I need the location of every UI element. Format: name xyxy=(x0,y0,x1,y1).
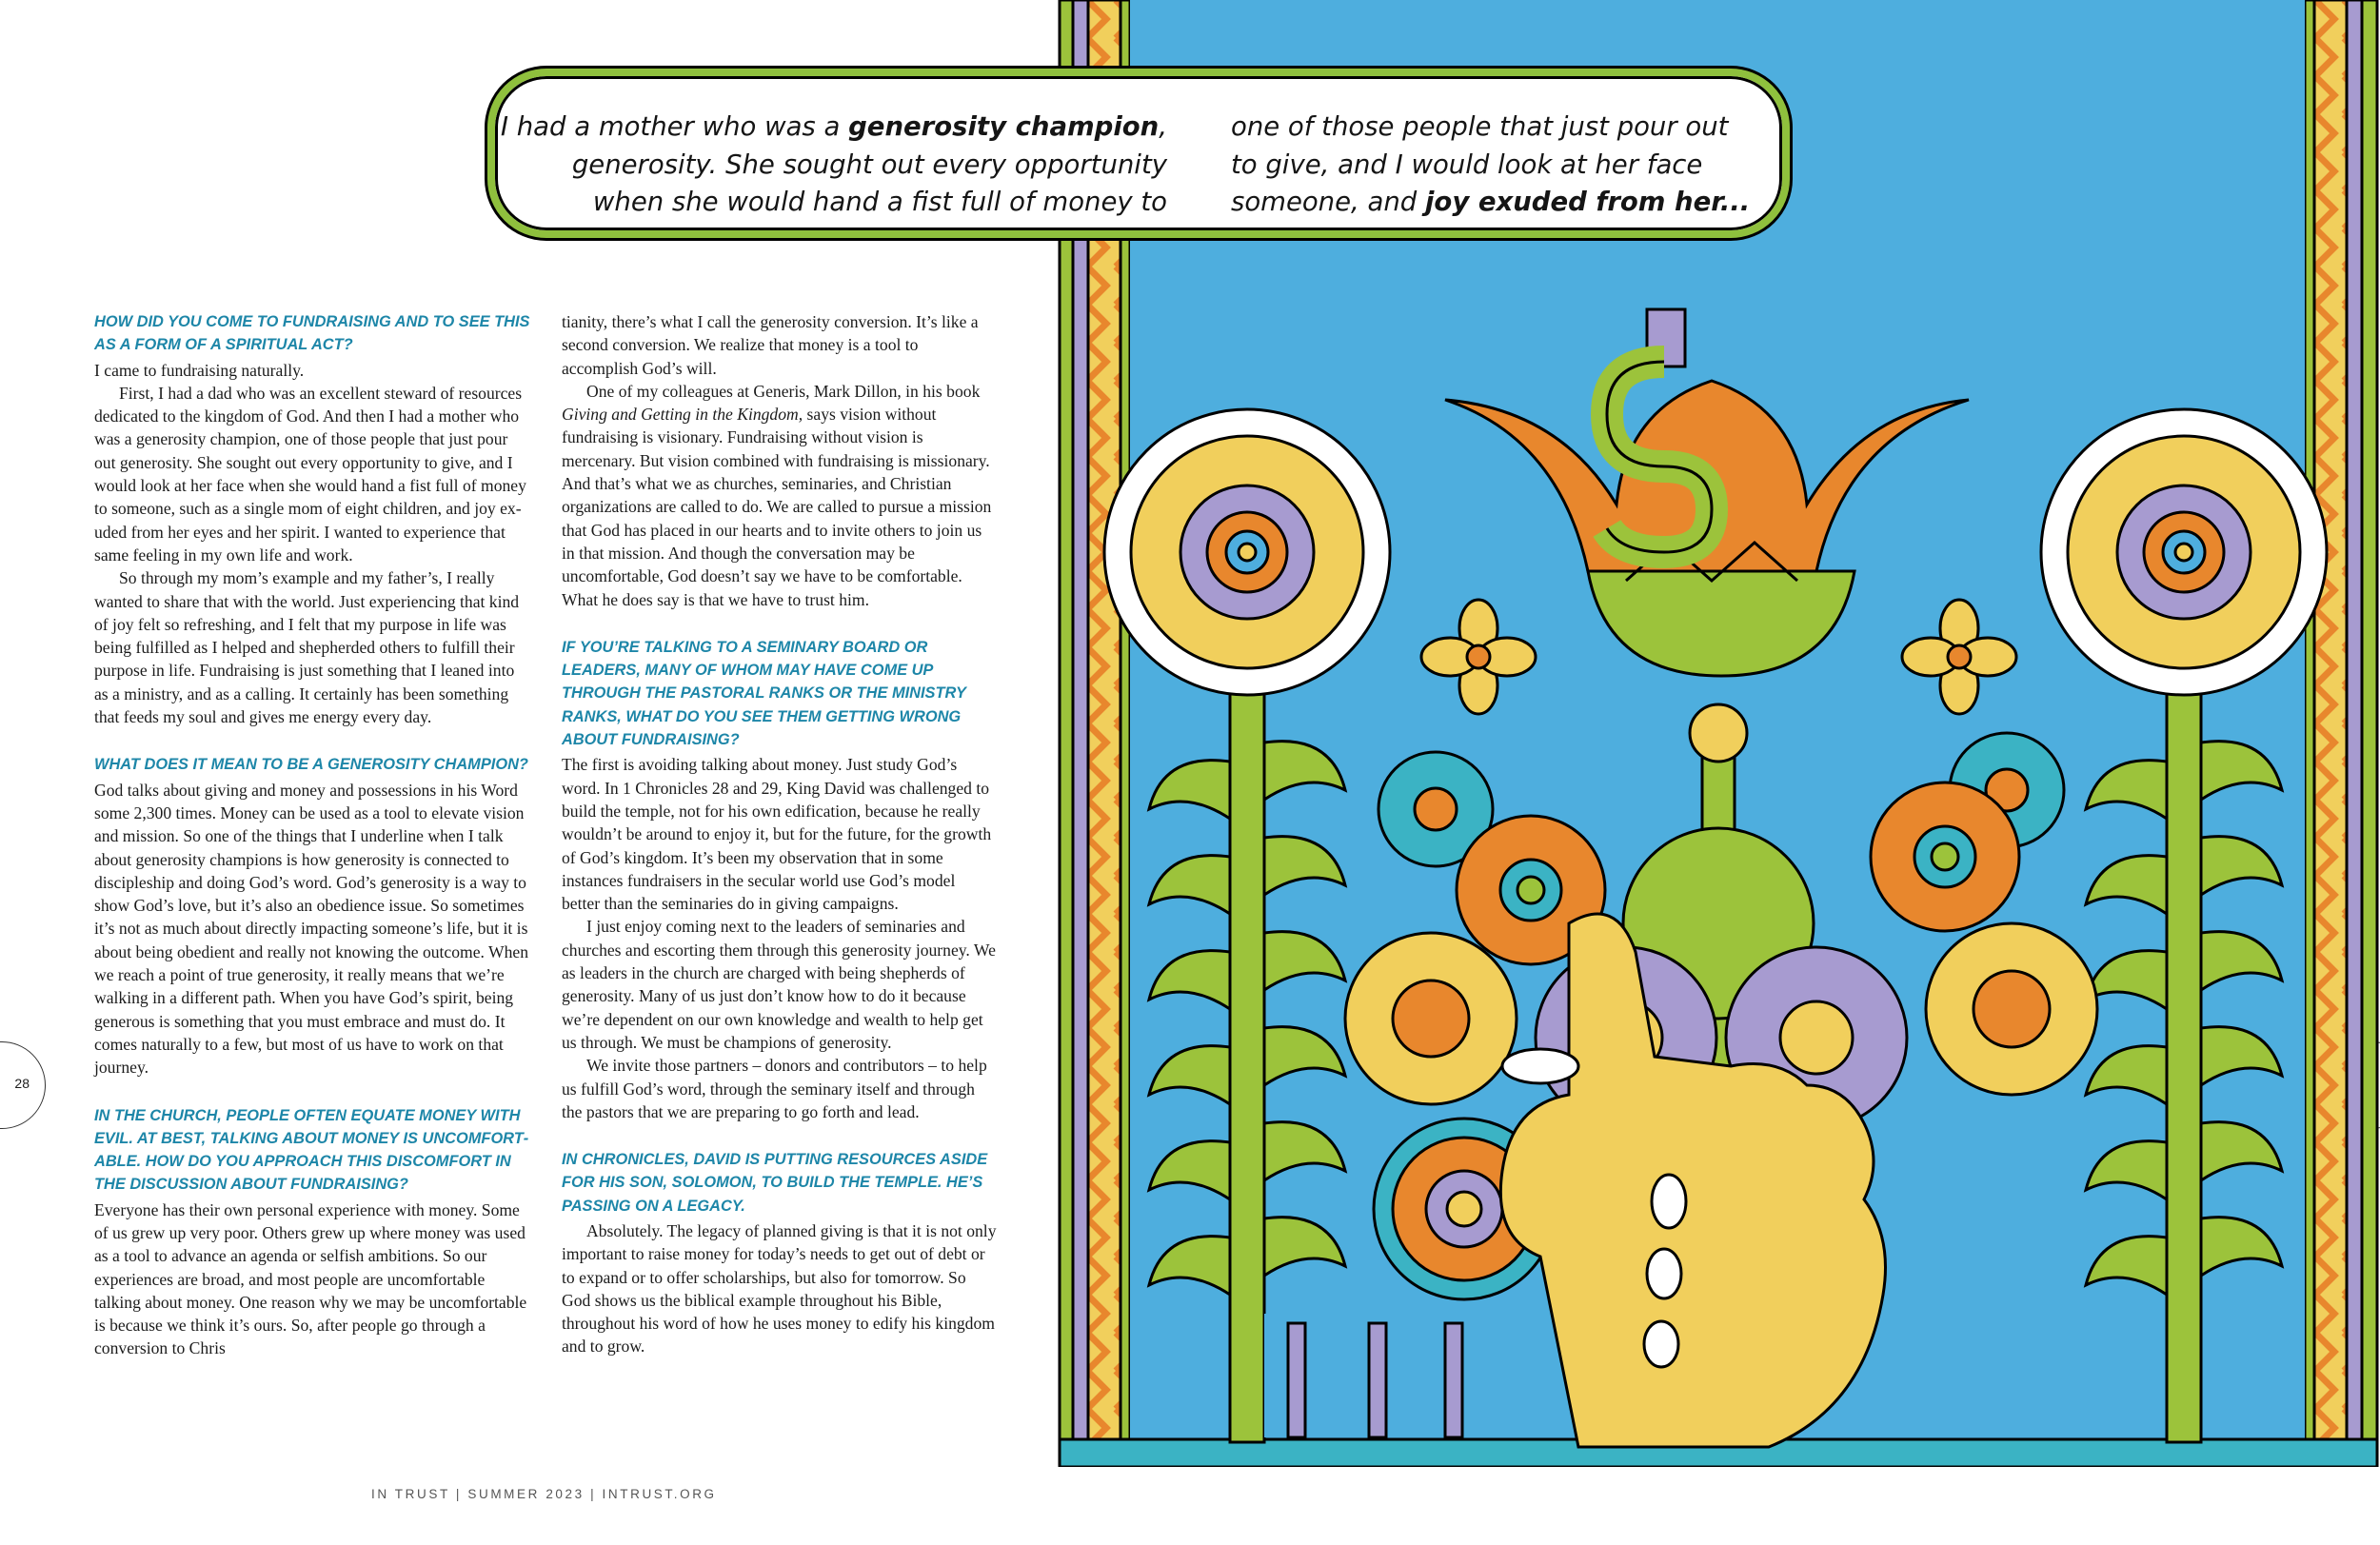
magazine-footer: IN TRUST | SUMMER 2023 | INTRUST.ORG xyxy=(371,1487,717,1501)
body-paragraph: The first is avoiding talking about money. Just study God’s word. In 1 Chronicles 28 and 29, King David was challenged to build the temple, not for his own edification, because he really wouldn’t be around to enjoy it, but for the future, for the growth of God’s kingdom. It’s been my observation that in some instances fundraisers in the secular world use God’s model better than the seminaries do in giving campaigns. xyxy=(562,755,992,914)
pull-quote-line: when she would hand a fist full of money to xyxy=(592,187,1167,217)
right-stem xyxy=(2167,666,2201,1442)
pull-quote-right-column xyxy=(1231,109,1750,222)
interview-question: WHAT DOES IT MEAN TO BE A GENEROSITY CHAMPION? xyxy=(94,756,528,774)
body-paragraph: First, I had a dad who was an excellent steward of resources dedicated to the kingdom of God. And then I had a mother who was a generosity champion, one of those people that just pour out generosity. She sought out every opportunity to give, and I would look at her face when she would hand a fist full of money to someone, such as a single mom of eight children, and joy exuded from her eyes and her spirit. I wanted to experience that same feeling in my own life and work. xyxy=(94,383,526,565)
body-paragraph: I came to fundraising naturally. xyxy=(94,360,305,380)
pull-quote-line: to give, and I would look at her face xyxy=(1231,149,1703,180)
interview-question: IF YOU’RE TALKING TO A SEMINARY BOARD OR LEADERS, MANY OF WHOM MAY HAVE COME UP THROUGH THE PASTORAL RANKS OR THE MINISTRY RANKS, WHAT DO YOU SEE THEM GETTING WRONG ABOUT FUNDRAISING? xyxy=(562,638,966,749)
pull-quote-line: I had a mother who was a generosity champion, xyxy=(500,111,1167,142)
border-stripe-right xyxy=(2362,0,2377,1467)
body-paragraph: I just enjoy coming next to the leaders of seminaries and churches and escorting them through this generosity journey. We as leaders in the church are charged with being shepherds of generosity. Many of us just don’t know how to do it because we’re dependent on our own knowledge and wealth to help get us through. We must be champions of generosity. xyxy=(562,917,996,1052)
body-paragraph: One of my colleagues at Generis, Mark Dillon, in his book Giving and Getting in the Kingdom, says vision without fundraising is visionary. Fundraising without vision is mercenary. But vision combined with fundraising is missionary. And that’s what we as churches, seminaries, and Christian organizations are called to do. We are called to pursue a mission that God has placed in our hearts and to invite others to join us in that mission. And though the conversation may be uncomfortable, God doesn’t say we have to be comfortable. What he does say is that we have to trust him. xyxy=(562,381,992,609)
interview-question: HOW DID YOU COME TO FUNDRAISING AND TO SEE THIS AS A FORM OF A SPIRITUAL ACT? xyxy=(94,313,530,354)
book-title: Giving and Getting in the Kingdom, xyxy=(562,405,803,425)
page-number-left-text: 28 xyxy=(14,1076,30,1091)
article-column-right xyxy=(562,310,997,1358)
body-paragraph: We invite those partners – donors and contributors – to help us fulfill God’s word, through the seminary itself and through the pastors that we are preparing to go forth and lead. xyxy=(562,1056,987,1121)
interview-question: IN THE CHURCH, PEOPLE OFTEN EQUATE MONEY WITH EVIL. AT BEST, TALKING ABOUT MONEY IS UNCOMFORTABLE. HOW DO YOU APPROACH THIS DISCOMFORT IN THE DISCUSSION ABOUT FUNDRAISING? xyxy=(94,1106,529,1194)
body-paragraph: Absolutely. The legacy of planned giving is that it is not only important to raise money for today’s needs to get out of debt or to expand or to offer scholarships, but also for tomorrow. So God shows us the biblical example throughout his Bible, throughout his word of how he uses money to edify his kingdom and to grow. xyxy=(562,1220,997,1357)
pull-quote-line: generosity. She sought out every opportunity xyxy=(571,149,1167,180)
pull-quote-left-column xyxy=(501,109,1167,222)
pull-quote-line: someone, and joy exuded from her... xyxy=(1231,187,1751,217)
zigzag-border-right xyxy=(2314,0,2347,1467)
body-paragraph: Everyone has their own personal experience with money. Some of us grew up very poor. Others grew up where money was used as a tool to advance an agenda or selfish ambitions. So our experiences are broad, and most people are uncomfortable talking about money. One reason why we may be uncomfortable is because we think it’s ours. So, after people go through a conversion to Chris xyxy=(94,1199,527,1358)
left-stem xyxy=(1230,666,1264,1442)
interview-question: IN CHRONICLES, DAVID IS PUTTING RESOURCES ASIDE FOR HIS SON, SOLOMON, TO BUILD THE TEMPLE. HE’S PASSING ON A LEGACY. xyxy=(562,1151,988,1215)
page-number-left xyxy=(0,1041,46,1129)
body-paragraph: So through my mom’s example and my father’s, I really wanted to share that with the world. Just experiencing that kind of joy felt so refreshing, and I felt that my purpose in life was being fulfilled as I helped and shepherded others to fulfill their purpose in life. Fundraising is just something that I leaned into as a ministry, and as a calling. It certainly has been something that feeds my soul and gives me energy every day. xyxy=(94,568,520,727)
article-column-left xyxy=(94,310,531,1360)
body-paragraph: God talks about giving and money and possessions in his Word some 2,300 times. Money can be used as a tool to elevate vision and mission. So one of the things that I underline when I talk about generosity champions is how generosity is connected to discipleship and doing God’s word. God’s generosity is a way to show God’s love, but it’s also an obedience issue. So sometimes it’s not as much about directly impacting someone’s life, but it is about being obedient and really not knowing the outcome. When we reach a point of true generosity, it really means that we’re walking in a different path. When you have God’s spirit, being generous is something that you must embrace and must do. It comes naturally to a few, but most of us have to work on that journey. xyxy=(94,780,529,1078)
pull-quote xyxy=(487,69,1790,238)
border-stripe-right-2 xyxy=(2347,0,2362,1467)
pull-quote-line: one of those people that just pour out xyxy=(1231,111,1729,142)
left-big-flower xyxy=(1104,409,1390,695)
right-big-flower xyxy=(2041,409,2327,695)
body-paragraph: tianity, there’s what I call the generosity conversion. It’s like a second conversion. We realize that money is a tool to accomplish God’s will. xyxy=(562,312,979,378)
